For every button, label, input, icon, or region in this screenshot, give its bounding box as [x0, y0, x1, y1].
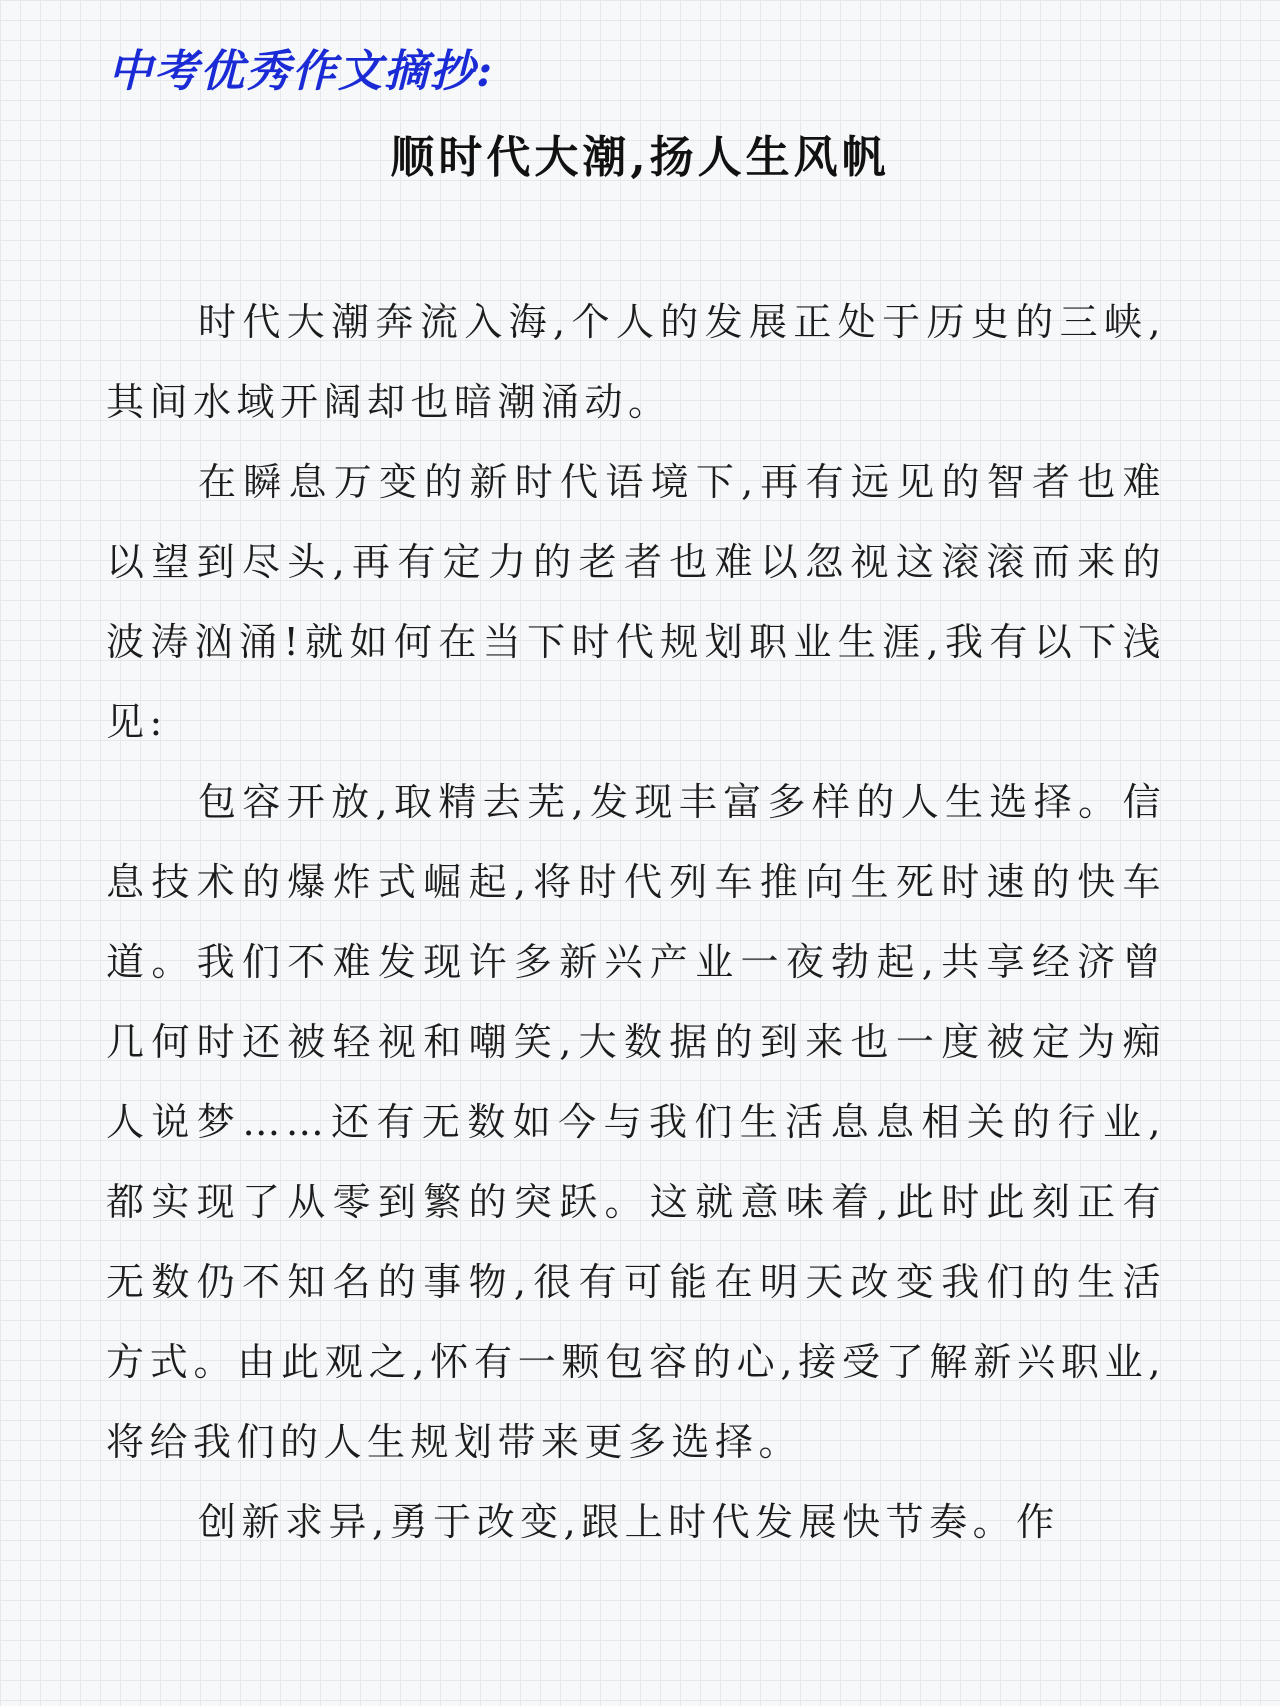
essay-title: 顺时代大潮,扬人生风帆	[390, 132, 890, 183]
paragraph-2: 在瞬息万变的新时代语境下,再有远见的智者也难以望到尽头,再有定力的老者也难以忽视这滚滚而来的波涛汹涌!就如何在当下时代规划职业生涯,我有以下浅见:	[106, 460, 1166, 744]
section-label: 中考优秀作文摘抄:	[108, 46, 495, 97]
paragraph-4: 创新求异,勇于改变,跟上时代发展快节奏。作	[198, 1500, 1060, 1544]
paragraph-3: 包容开放,取精去芜,发现丰富多样的人生选择。信息技术的爆炸式崛起,将时代列车推向生死时速的快车道。我们不难发现许多新兴产业一夜勃起,共享经济曾几何时还被轻视和嘲笑,大数据的到来也一度被定为痴人说梦……还有无数如今与我们生活息息相关的行业,都实现了从零到繁的突跃。这就意味着,此时此刻正有无数仍不知名的事物,很有可能在明天改变我们的生活方式。由此观之,怀有一颗包容的心,接受了解新兴职业,将给我们的人生规划带来更多选择。	[106, 780, 1166, 1464]
essay-body	[106, 282, 1166, 1562]
paragraph-1: 时代大潮奔流入海,个人的发展正处于历史的三峡,其间水域开阔却也暗潮涌动。	[106, 300, 1166, 424]
